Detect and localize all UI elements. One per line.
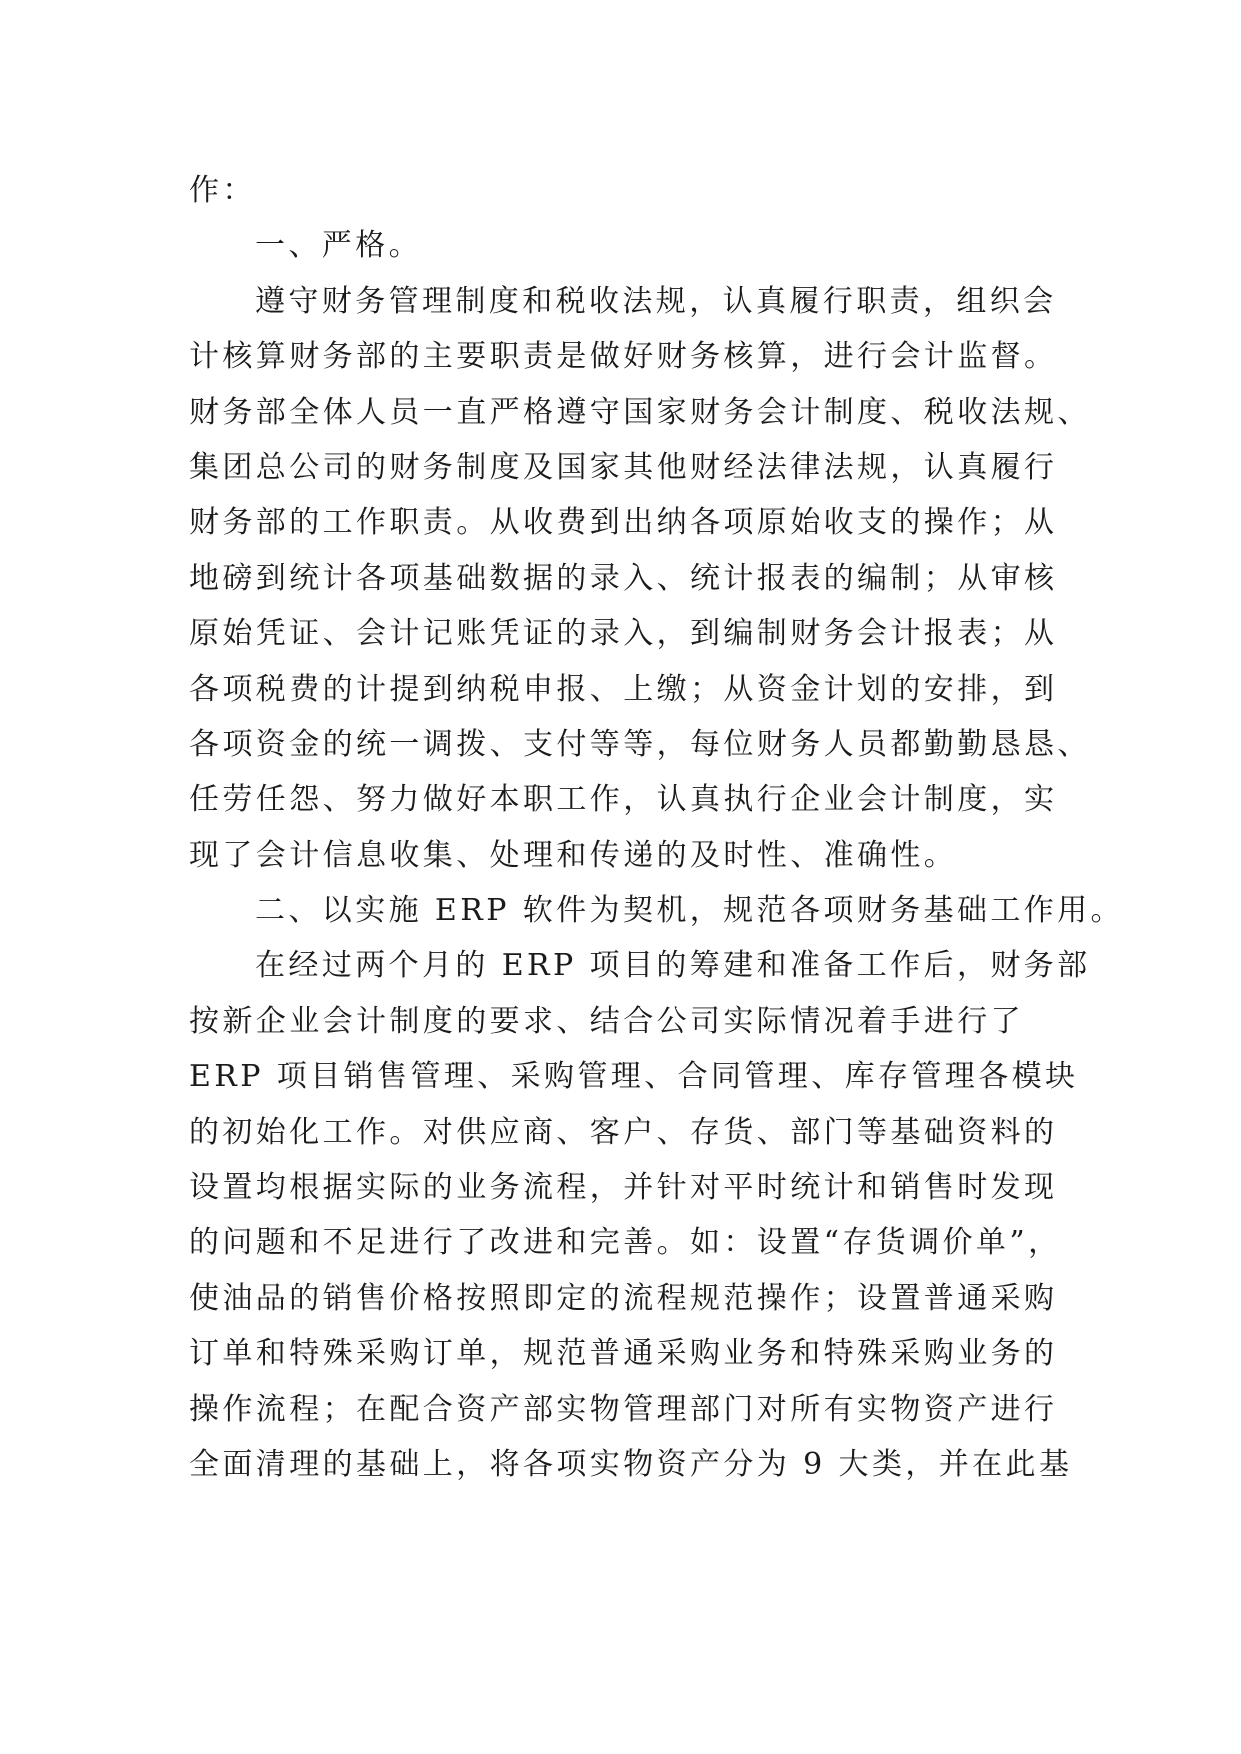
text-line: 二、以实施 ERP 软件为契机，规范各项财务基础工作用。 — [255, 893, 1124, 929]
text-line: 一、严格。 — [255, 228, 422, 264]
text-line: 遵守财务管理制度和税收法规，认真履行职责，组织会 — [255, 283, 1057, 319]
text-line: 的问题和不足进行了改进和完善。如：设置“存货调价单”， — [189, 1225, 1062, 1261]
text-line: 在经过两个月的 ERP 项目的筹建和准备工作后，财务部 — [255, 948, 1091, 984]
text-line: 原始凭证、会计记账凭证的录入，到编制财务会计报表；从 — [189, 616, 1058, 652]
text-line: 设置均根据实际的业务流程，并针对平时统计和销售时发现 — [189, 1170, 1058, 1206]
text-line: 集团总公司的财务制度及国家其他财经法律法规，认真履行 — [189, 449, 1058, 485]
text-line: 使油品的销售价格按照即定的流程规范操作；设置普通采购 — [189, 1280, 1058, 1316]
document-body — [189, 163, 1124, 1492]
text-line: 操作流程；在配合资产部实物管理部门对所有实物资产进行 — [189, 1391, 1058, 1427]
text-line: 财务部的工作职责。从收费到出纳各项原始收支的操作；从 — [189, 505, 1058, 541]
text-line: 全面清理的基础上，将各项实物资产分为 9 大类，并在此基 — [189, 1446, 1073, 1482]
text-line: 按新企业会计制度的要求、结合公司实际情况着手进行了 — [189, 1003, 1024, 1039]
text-line: 订单和特殊采购订单，规范普通采购业务和特殊采购业务的 — [189, 1336, 1058, 1372]
text-line: 各项资金的统一调拨、支付等等，每位财务人员都勤勤恳恳、 — [189, 726, 1091, 762]
text-line: ERP 项目销售管理、采购管理、合同管理、库存管理各模块 — [189, 1059, 1079, 1095]
text-line: 财务部全体人员一直严格遵守国家财务会计制度、税收法规、 — [189, 394, 1091, 430]
text-line: 现了会计信息收集、处理和传递的及时性、准确性。 — [189, 837, 958, 873]
text-line: 作： — [189, 173, 256, 208]
text-line: 各项税费的计提到纳税申报、上缴；从资金计划的安排，到 — [189, 671, 1058, 707]
text-line: 地磅到统计各项基础数据的录入、统计报表的编制；从审核 — [189, 560, 1058, 596]
text-line: 的初始化工作。对供应商、客户、存货、部门等基础资料的 — [189, 1114, 1058, 1150]
text-line: 任劳任怨、努力做好本职工作，认真执行企业会计制度，实 — [189, 782, 1058, 818]
text-line: 计核算财务部的主要职责是做好财务核算，进行会计监督。 — [189, 339, 1058, 375]
